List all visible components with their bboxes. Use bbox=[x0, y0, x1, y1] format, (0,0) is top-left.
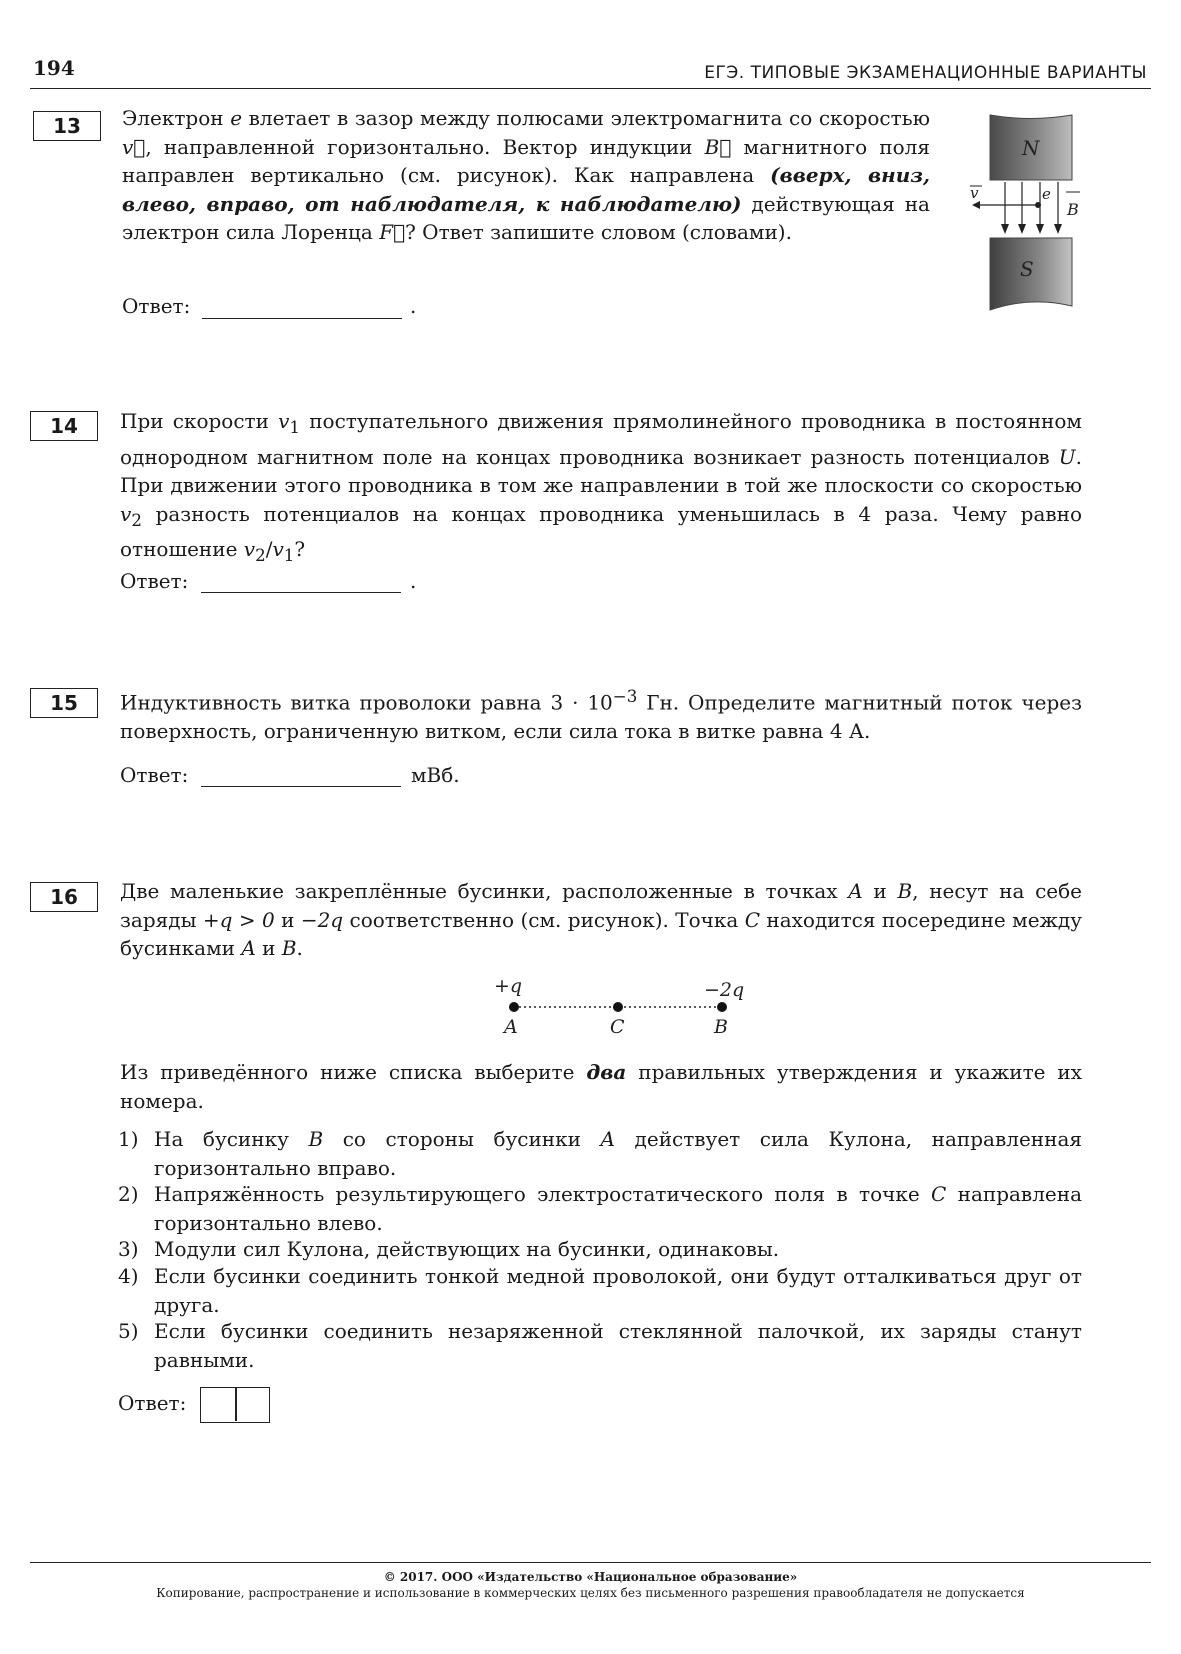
point-b-label: B bbox=[714, 1016, 728, 1038]
task-15-answer-label: Ответ: bbox=[120, 763, 189, 787]
footer-divider bbox=[30, 1562, 1151, 1563]
header-divider bbox=[30, 88, 1151, 89]
task-16-answer-label: Ответ: bbox=[118, 1391, 187, 1415]
option-3: 3) Модули сил Кулона, действующих на бусинки, одинаковы. bbox=[118, 1237, 780, 1261]
task-13-answer-field[interactable] bbox=[202, 318, 402, 319]
footer-copyright: © 2017. ООО «Издательство «Национальное образование» bbox=[383, 1570, 798, 1584]
electromagnet-figure bbox=[960, 110, 1100, 325]
point-c bbox=[613, 1002, 623, 1012]
pole-s-label: S bbox=[1020, 257, 1034, 281]
page-number: 194 bbox=[33, 56, 75, 80]
task-15-text: Индуктивность витка проволоки равна $3 \cdot 10^{-3}$ Гн. Определите магнитный поток через поверхность, ограниченную витком, если сила тока в витке равна 4 А. bbox=[120, 687, 1082, 744]
pole-n-label: N bbox=[1022, 136, 1040, 160]
task-number-16: 16 bbox=[30, 882, 98, 912]
task-15-answer-field[interactable] bbox=[201, 786, 401, 787]
electron-label: e bbox=[1042, 185, 1051, 203]
task-16-answer-boxes bbox=[200, 1387, 270, 1423]
task-16-text: Две маленькие закреплённые бусинки, расположенные в точках A и B, несут на себе заряды +q > 0 и −2q соответственно (см. рисунок). Точка C находится посередине между бусинками A и B. bbox=[120, 879, 1083, 960]
bead-b bbox=[717, 1002, 727, 1012]
answer-cell-1[interactable] bbox=[201, 1388, 235, 1421]
induction-label: B bbox=[1067, 200, 1079, 219]
task-13-answer-dot: . bbox=[410, 294, 417, 318]
task-15-answer-unit: мВб. bbox=[411, 763, 460, 787]
option-4: 4) Если бусинки соединить тонкой медной проволокой, они будут отталкиваться друг от друга. bbox=[118, 1264, 1082, 1317]
task-14-answer-label: Ответ: bbox=[120, 569, 189, 593]
task-number-15: 15 bbox=[30, 688, 98, 718]
charge-a-label: +q bbox=[494, 975, 523, 997]
point-a-label: A bbox=[504, 1016, 518, 1038]
task-14-text: При скорости $v_1$ поступательного движения прямолинейного проводника в постоянном однородном магнитном поле на концах проводника возникает разность потенциалов U. При движении этого проводника в том же направлении в той же плоскости со скоростью $v_2$ разность потенциалов на концах проводника уменьшилась в 4 раза. Чему равно отношение $v_2/v_1$? bbox=[120, 409, 1082, 565]
footer-notice: Копирование, распространение и использование в коммерческих целях без письменного разрешения правообладателя не допускается bbox=[156, 1586, 1025, 1600]
bead-a bbox=[509, 1002, 519, 1012]
beads-figure bbox=[480, 970, 760, 1045]
task-13-text: Электрон e влетает в зазор между полюсами электромагнита со скоростью v⃗, направленной горизонтально. Вектор индукции B⃗ магнитного поля направлен вертикально (см. рисунок). Как направлена (вверх, вниз, влево, вправо, от наблюдателя, к наблюдателю) действующая на электрон сила Лоренца F⃗? Ответ запишите словом (словами). bbox=[122, 106, 931, 244]
charge-b-label: −2q bbox=[704, 979, 745, 1001]
option-1: 1) На бусинку B со стороны бусинки A действует сила Кулона, направленная горизонтально вправо. bbox=[118, 1127, 1082, 1180]
answer-cell-2[interactable] bbox=[237, 1388, 269, 1421]
option-2: 2) Напряжённость результирующего электростатического поля в точке C направлена горизонтально влево. bbox=[118, 1182, 1082, 1235]
task-13-answer-label: Ответ: bbox=[122, 294, 191, 318]
velocity-label: v bbox=[970, 184, 979, 202]
task-14-answer-field[interactable] bbox=[201, 592, 401, 593]
running-header: ЕГЭ. ТИПОВЫЕ ЭКЗАМЕНАЦИОННЫЕ ВАРИАНТЫ bbox=[704, 63, 1147, 83]
task-number-13: 13 bbox=[33, 111, 101, 141]
point-c-label: C bbox=[610, 1016, 625, 1038]
task-number-14: 14 bbox=[30, 411, 98, 441]
task-16-instruction: Из приведённого ниже списка выберите два правильных утверждения и укажите их номера. bbox=[120, 1060, 1082, 1113]
task-14-answer-dot: . bbox=[410, 569, 417, 593]
option-5: 5) Если бусинки соединить незаряженной стеклянной палочкой, их заряды станут равными. bbox=[118, 1319, 1082, 1372]
